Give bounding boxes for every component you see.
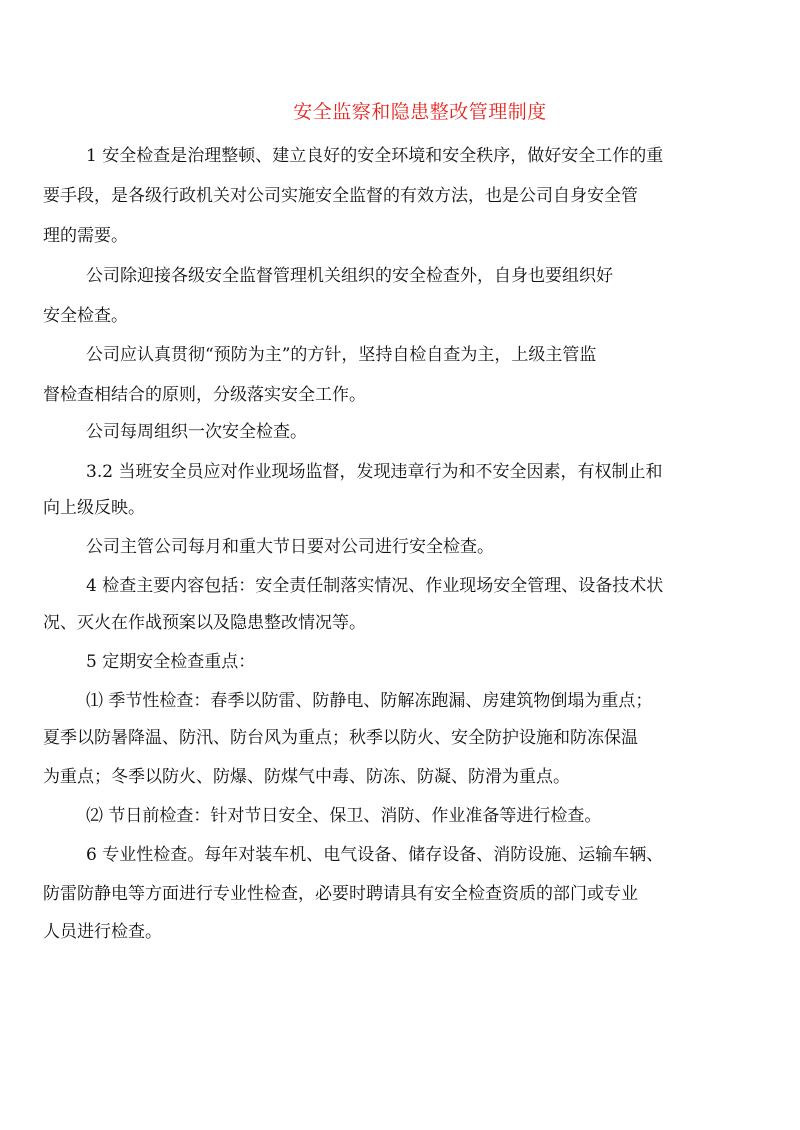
body-line-2: 要手段，是各级行政机关对公司实施安全监督的有效方法，也是公司自身安全管 [43,186,638,206]
body-line-1: 1 安全检查是治理整顿、建立良好的安全环境和安全秩序，做好安全工作的重 [86,146,664,166]
body-line-15: ⑴ 季节性检查：春季以防雷、防静电、防解冻跑漏、房建筑物倒塌为重点； [86,691,653,711]
body-line-3: 理的需要。 [43,226,128,246]
body-line-8: 公司每周组织一次安全检查。 [86,422,307,442]
body-line-11: 公司主管公司每月和重大节日要对公司进行安全检查。 [86,537,494,557]
body-line-16: 夏季以防暑降温、防汛、防台风为重点；秋季以防火、安全防护设施和防冻保温 [43,728,638,748]
body-line-17: 为重点；冬季以防火、防爆、防煤气中毒、防冻、防凝、防滑为重点。 [43,767,570,787]
body-line-19: 6 专业性检查。每年对装车机、电气设备、储存设备、消防设施、运输车辆、 [86,845,664,865]
body-line-20: 防雷防静电等方面进行专业性检查，必要时聘请具有安全检查资质的部门或专业 [43,884,638,904]
body-line-5: 安全检查。 [43,306,128,326]
body-line-12: 4 检查主要内容包括：安全责任制落实情况、作业现场安全管理、设备技术状 [86,576,664,596]
document-title: 安全监察和隐患整改管理制度 [293,101,547,123]
body-line-14: 5 定期安全检查重点： [86,652,256,672]
body-line-7: 督检查相结合的原则，分级落实安全工作。 [43,385,366,405]
body-line-6: 公司应认真贯彻“预防为主”的方针，坚持自检自查为主，上级主管监 [86,345,597,365]
body-line-4: 公司除迎接各级安全监督管理机关组织的安全检查外，自身也要组织好 [86,266,613,286]
body-line-18: ⑵ 节日前检查：针对节日安全、保卫、消防、作业准备等进行检查。 [86,806,602,826]
body-line-21: 人员进行检查。 [43,922,162,942]
body-line-10: 向上级反映。 [43,498,145,518]
body-line-9: 3.2 当班安全员应对作业现场监督，发现违章行为和不安全因素，有权制止和 [86,462,663,482]
body-line-13: 况、灭火在作战预案以及隐患整改情况等。 [43,613,366,633]
